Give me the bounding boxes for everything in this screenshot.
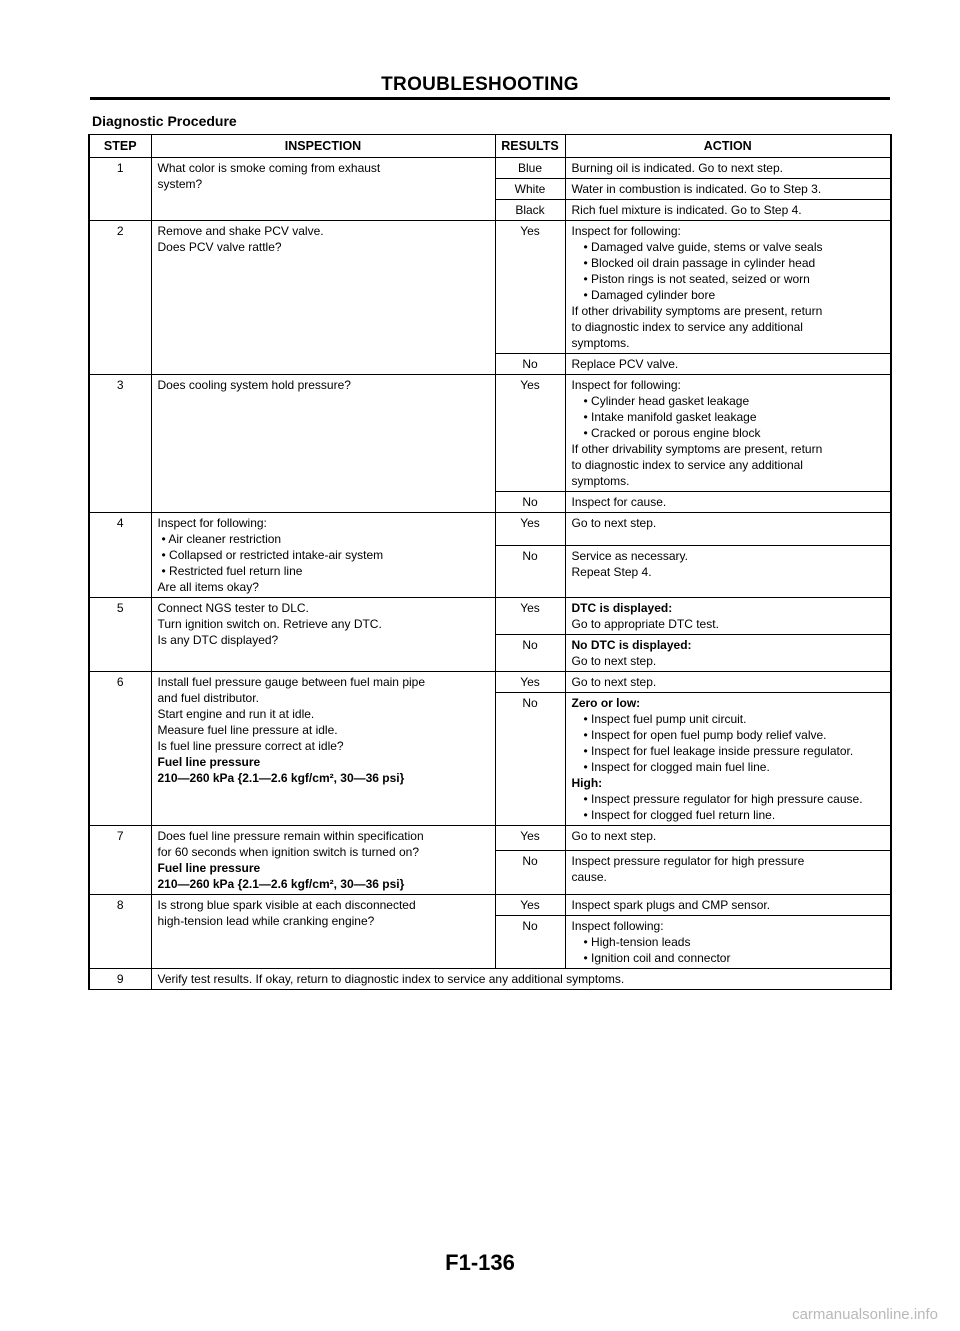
inspection-text: Is any DTC displayed? [157,633,279,647]
result-cell: No [495,492,565,513]
bullet-item: • Inspect for open fuel pump body relief valve. [583,728,827,742]
bullet-item: • Intake manifold gasket leakage [583,410,757,424]
inspection-text: Are all items okay? [157,580,259,594]
inspection-text: Connect NGS tester to DLC. [157,601,309,615]
bullet-item: • Damaged cylinder bore [583,288,716,302]
action-cell: Replace PCV valve. [565,354,891,375]
spec-label: Fuel line pressure [157,861,261,875]
bullet-item: • Restricted fuel return line [161,564,303,578]
result-cell: Yes [495,375,565,492]
result-cell: No [495,693,565,826]
action-label: High: [571,776,603,790]
action-text: Go to next step. [571,654,657,668]
header-step: STEP [89,135,151,158]
inspection-text: What color is smoke coming from exhaust [157,161,381,175]
action-text: Service as necessary. [571,549,688,563]
inspection-cell [151,375,495,513]
action-text: If other drivability symptoms are present, return [571,304,823,318]
step-number: 5 [89,598,151,672]
inspection-text: Is strong blue spark visible at each disconnected [157,898,416,912]
bullet-item: • Inspect for fuel leakage inside pressure regulator. [583,744,854,758]
bullet-item: • Collapsed or restricted intake-air system [161,548,384,562]
bullet-item: • Cracked or porous engine block [583,426,761,440]
section-title: Diagnostic Procedure [92,113,237,129]
inspection-cell: Verify test results. If okay, return to diagnostic index to service any additional symptoms. [151,969,891,990]
inspection-text: Remove and shake PCV valve. [157,224,324,238]
inspection-cell [151,598,495,672]
step-number: 1 [89,158,151,221]
action-cell [565,546,891,598]
inspection-text: and fuel distributor. [157,691,259,705]
action-cell: Inspect for cause. [565,492,891,513]
action-text: Inspect following: [571,919,664,933]
action-text: Go to appropriate DTC test. [571,617,719,631]
action-text: Inspect pressure regulator for high pressure [571,853,805,868]
header-inspection: INSPECTION [151,135,495,158]
action-cell [565,693,891,826]
action-cell [565,850,891,894]
table-row [89,598,891,635]
header-results: RESULTS [495,135,565,158]
action-cell: Burning oil is indicated. Go to next step. [565,158,891,179]
inspection-text: Install fuel pressure gauge between fuel main pipe [157,675,426,689]
inspection-cell [151,158,495,221]
table-header-row [89,135,891,158]
action-cell [565,221,891,354]
inspection-text: Turn ignition switch on. Retrieve any DTC. [157,617,382,631]
step-number: 8 [89,895,151,969]
action-cell: Inspect spark plugs and CMP sensor. [565,895,891,916]
action-label: DTC is displayed: [571,601,673,615]
action-label: No DTC is displayed: [571,638,692,652]
action-label: Zero or low: [571,696,641,710]
step-number: 9 [89,969,151,990]
action-cell: Go to next step. [565,672,891,693]
result-cell: No [495,850,565,894]
inspection-text: Does fuel line pressure remain within specification [157,829,424,843]
table-row [89,969,891,990]
action-cell [565,916,891,969]
result-cell: Black [495,200,565,221]
step-number: 4 [89,513,151,598]
table-row [89,826,891,851]
action-text: symptoms. [571,474,630,488]
result-cell: Yes [495,826,565,851]
inspection-text: Is fuel line pressure correct at idle? [157,739,344,753]
table-row [89,375,891,492]
bullet-item: • Inspect for clogged fuel return line. [583,808,776,822]
action-text: Repeat Step 4. [571,565,652,579]
result-cell: Yes [495,513,565,546]
result-cell: No [495,546,565,598]
result-cell: Yes [495,221,565,354]
inspection-text: for 60 seconds when ignition switch is turned on? [157,845,419,859]
action-cell: Rich fuel mixture is indicated. Go to Step 4. [565,200,891,221]
table-row [89,158,891,179]
watermark: carmanualsonline.info [792,1306,938,1323]
step-number: 6 [89,672,151,826]
result-cell: No [495,354,565,375]
bullet-item: • High-tension leads [583,935,691,949]
inspection-cell [151,895,495,969]
bullet-item: • Cylinder head gasket leakage [583,394,750,408]
action-text: Inspect for following: [571,224,681,238]
spec-value: 210—260 kPa {2.1—2.6 kgf/cm², 30—36 psi} [157,877,405,891]
inspection-text: Measure fuel line pressure at idle. [157,723,338,737]
header-action: ACTION [565,135,891,158]
inspection-text: Start engine and run it at idle. [157,707,315,721]
bullet-item: • Blocked oil drain passage in cylinder head [583,256,816,270]
action-cell [565,375,891,492]
action-cell: Go to next step. [565,513,891,546]
bullet-item: • Air cleaner restriction [161,532,282,546]
spec-label: Fuel line pressure [157,755,261,769]
action-cell [565,635,891,672]
action-text: If other drivability symptoms are present, return [571,442,823,456]
result-cell: Yes [495,672,565,693]
inspection-text: system? [157,177,203,191]
result-cell: Yes [495,598,565,635]
diagnostic-procedure-table [88,134,892,990]
table-row [89,672,891,693]
title-rule [90,97,890,100]
inspection-text: Does PCV valve rattle? [157,240,282,254]
action-cell: Water in combustion is indicated. Go to Step 3. [565,179,891,200]
action-text: to diagnostic index to service any additional [571,320,803,334]
bullet-item: • Ignition coil and connector [583,951,731,965]
bullet-item: • Inspect pressure regulator for high pressure cause. [583,792,863,806]
inspection-text: Inspect for following: [157,516,267,530]
action-cell [565,598,891,635]
spec-value: 210—260 kPa {2.1—2.6 kgf/cm², 30—36 psi} [157,771,405,785]
table-row [89,221,891,354]
result-cell: Yes [495,895,565,916]
table-row [89,513,891,546]
action-text: to diagnostic index to service any additional [571,458,803,472]
bullet-item: • Inspect for clogged main fuel line. [583,760,770,774]
bullet-item: • Damaged valve guide, stems or valve seals [583,240,823,254]
bullet-item: • Inspect fuel pump unit circuit. [583,712,747,726]
result-cell: No [495,916,565,969]
inspection-text: high-tension lead while cranking engine? [157,914,375,928]
page-title: TROUBLESHOOTING [381,74,579,95]
step-number: 2 [89,221,151,375]
inspection-cell [151,826,495,895]
action-cell: Go to next step. [565,826,891,851]
bullet-item: • Piston rings is not seated, seized or worn [583,272,810,286]
step-number: 3 [89,375,151,513]
result-cell: Blue [495,158,565,179]
step-number: 7 [89,826,151,895]
action-text: cause. [571,869,607,884]
table-row [89,895,891,916]
result-cell: No [495,635,565,672]
inspection-text: Does cooling system hold pressure? [157,378,351,392]
page-number: F1-136 [445,1250,515,1275]
action-text: Inspect for following: [571,378,681,392]
inspection-cell [151,221,495,375]
inspection-cell [151,513,495,598]
action-text: symptoms. [571,336,630,350]
result-cell: White [495,179,565,200]
inspection-cell [151,672,495,826]
